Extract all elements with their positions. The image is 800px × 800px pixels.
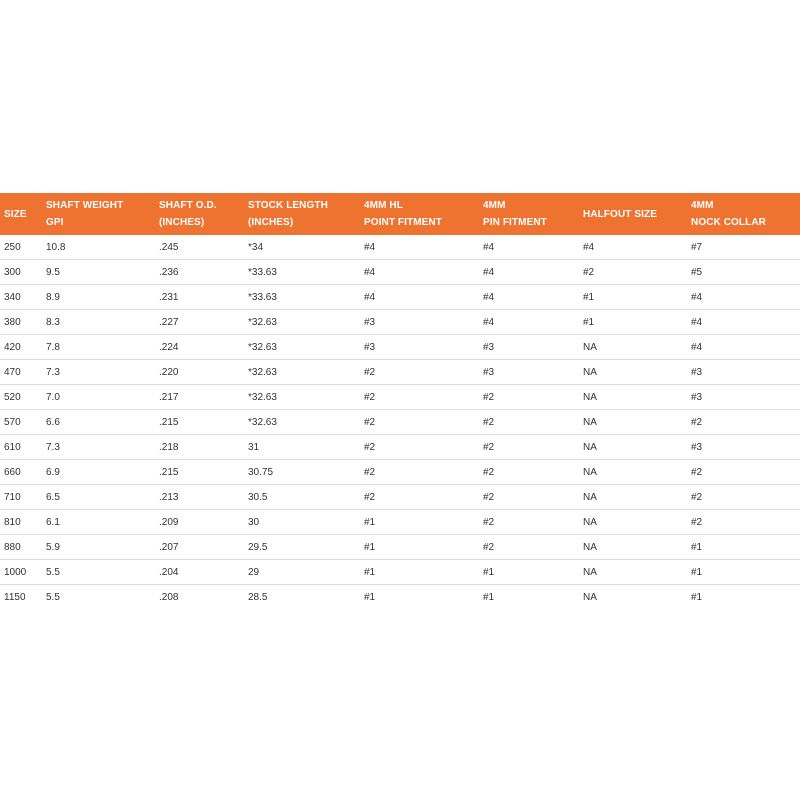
nock-collar-cell: #1 — [691, 591, 703, 603]
halfout-size-cell: #4 — [579, 235, 687, 260]
stock-length-cell: 30 — [244, 510, 360, 535]
shaft-spec-table — [0, 193, 800, 609]
pin-fitment-cell: #4 — [479, 235, 579, 260]
size-cell: 1150 — [4, 591, 26, 603]
shaft-od-cell: .224 — [155, 335, 244, 360]
halfout-size-cell: NA — [579, 435, 687, 460]
table-row — [0, 560, 800, 585]
size-cell: 710 — [0, 485, 42, 510]
size-header — [0, 193, 42, 235]
point-fitment-cell: #4 — [360, 285, 479, 310]
nock-collar-cell: #4 — [687, 335, 800, 360]
pin-fitment-cell: #4 — [479, 310, 579, 335]
nock-collar-cell: #4 — [687, 285, 800, 310]
point-fitment-header — [360, 193, 479, 235]
stock-length-cell: 30.75 — [244, 460, 360, 485]
point-fitment-cell: #3 — [360, 310, 479, 335]
nock-collar-header — [687, 193, 800, 235]
size-cell: 1000 — [0, 560, 42, 585]
stock-length-cell: 29.5 — [244, 535, 360, 560]
size-cell: 300 — [0, 260, 42, 285]
shaft-od-cell: .213 — [155, 485, 244, 510]
pin-fitment-cell: #2 — [479, 485, 579, 510]
nock-collar-cell: #2 — [687, 460, 800, 485]
shaft-od-cell: .204 — [155, 560, 244, 585]
table-row — [0, 335, 800, 360]
shaft-weight-cell: 7.3 — [42, 435, 155, 460]
point-fitment-cell: #4 — [360, 260, 479, 285]
shaft-od-cell: .245 — [155, 235, 244, 260]
point-fitment-cell: #2 — [360, 385, 479, 410]
point-fitment-cell: #2 — [360, 360, 479, 385]
shaft-weight-cell: 7.3 — [42, 360, 155, 385]
stock-length-cell: *32.63 — [244, 335, 360, 360]
halfout-size-cell: NA — [579, 535, 687, 560]
shaft-weight-header — [42, 193, 155, 235]
stock-length-cell: *34 — [244, 235, 360, 260]
nock-collar-cell: #3 — [687, 435, 800, 460]
halfout-size-cell: NA — [583, 591, 597, 603]
header-label: SHAFT WEIGHT — [46, 200, 124, 211]
table-row — [0, 585, 800, 610]
pin-fitment-cell: #2 — [479, 510, 579, 535]
size-cell: 810 — [0, 510, 42, 535]
pin-fitment-cell: #2 — [479, 435, 579, 460]
table-header — [0, 193, 800, 235]
shaft-weight-cell: 8.9 — [42, 285, 155, 310]
shaft-od-cell: .217 — [155, 385, 244, 410]
pin-fitment-header — [479, 193, 579, 235]
header-label: SHAFT O.D. — [159, 200, 217, 211]
point-fitment-cell: #1 — [360, 560, 479, 585]
shaft-od-cell: .215 — [155, 460, 244, 485]
stock-length-cell: *33.63 — [244, 285, 360, 310]
stock-length-cell: *32.63 — [244, 410, 360, 435]
pin-fitment-cell: #4 — [479, 260, 579, 285]
header-label: 4MM — [483, 200, 506, 211]
shaft-od-cell: .209 — [155, 510, 244, 535]
table-body — [0, 235, 800, 609]
nock-collar-cell: #2 — [687, 410, 800, 435]
table-row — [0, 485, 800, 510]
point-fitment-cell: #2 — [360, 435, 479, 460]
nock-collar-cell: #2 — [687, 510, 800, 535]
size-cell: 420 — [0, 335, 42, 360]
table-row — [0, 410, 800, 435]
shaft-weight-cell: 7.0 — [42, 385, 155, 410]
pin-fitment-cell: #2 — [479, 460, 579, 485]
point-fitment-cell: #2 — [360, 485, 479, 510]
halfout-size-cell: NA — [579, 410, 687, 435]
size-cell: 340 — [0, 285, 42, 310]
table-row — [0, 510, 800, 535]
point-fitment-cell: #3 — [360, 335, 479, 360]
header-label: SIZE — [4, 208, 27, 220]
halfout-size-cell: NA — [579, 335, 687, 360]
nock-collar-cell: #2 — [687, 485, 800, 510]
size-cell: 250 — [0, 235, 42, 260]
pin-fitment-cell: #2 — [479, 535, 579, 560]
header-label: 4MM — [691, 200, 714, 211]
header-label: PIN FITMENT — [483, 217, 547, 228]
halfout-size-cell: NA — [579, 385, 687, 410]
halfout-size-cell: #1 — [579, 285, 687, 310]
table-row — [0, 360, 800, 385]
table-row — [0, 385, 800, 410]
halfout-size-cell: #2 — [579, 260, 687, 285]
stock-length-cell: *33.63 — [244, 260, 360, 285]
table-row — [0, 310, 800, 335]
point-fitment-cell: #1 — [364, 591, 376, 603]
pin-fitment-cell: #3 — [479, 335, 579, 360]
pin-fitment-cell: #2 — [479, 385, 579, 410]
nock-collar-cell: #1 — [687, 535, 800, 560]
halfout-size-cell: NA — [579, 560, 687, 585]
shaft-od-header — [155, 193, 244, 235]
shaft-weight-cell: 6.1 — [42, 510, 155, 535]
table-row — [0, 460, 800, 485]
shaft-weight-cell: 9.5 — [42, 260, 155, 285]
point-fitment-cell: #4 — [360, 235, 479, 260]
shaft-od-cell: .208 — [159, 591, 179, 603]
size-cell: 570 — [0, 410, 42, 435]
stock-length-cell: 29 — [244, 560, 360, 585]
shaft-weight-cell: 5.5 — [46, 591, 60, 603]
shaft-weight-cell: 7.8 — [42, 335, 155, 360]
header-label: STOCK LENGTH — [248, 200, 328, 211]
point-fitment-cell: #2 — [360, 460, 479, 485]
header-row — [0, 193, 800, 235]
point-fitment-cell: #1 — [360, 535, 479, 560]
halfout-size-cell: NA — [579, 360, 687, 385]
table-row — [0, 285, 800, 310]
stock-length-cell: *32.63 — [244, 360, 360, 385]
pin-fitment-cell: #4 — [479, 285, 579, 310]
pin-fitment-cell: #1 — [479, 560, 579, 585]
stock-length-cell: 28.5 — [248, 591, 268, 603]
shaft-weight-cell: 5.5 — [42, 560, 155, 585]
shaft-od-cell: .231 — [155, 285, 244, 310]
shaft-od-cell: .207 — [155, 535, 244, 560]
nock-collar-cell: #3 — [687, 360, 800, 385]
nock-collar-cell: #5 — [687, 260, 800, 285]
nock-collar-cell: #1 — [687, 560, 800, 585]
shaft-od-cell: .218 — [155, 435, 244, 460]
table-row — [0, 235, 800, 260]
pin-fitment-cell: #3 — [479, 360, 579, 385]
stock-length-cell: *32.63 — [244, 385, 360, 410]
shaft-weight-cell: 6.9 — [42, 460, 155, 485]
halfout-size-cell: NA — [579, 510, 687, 535]
header-label: (INCHES) — [248, 217, 294, 228]
table-row — [0, 260, 800, 285]
shaft-od-cell: .236 — [155, 260, 244, 285]
shaft-weight-cell: 6.5 — [42, 485, 155, 510]
size-cell: 660 — [0, 460, 42, 485]
nock-collar-cell: #4 — [687, 310, 800, 335]
header-label: NOCK COLLAR — [691, 217, 766, 228]
table-row — [0, 535, 800, 560]
header-label: 4MM HL — [364, 200, 403, 211]
stock-length-header — [244, 193, 360, 235]
header-label: GPI — [46, 217, 64, 228]
stock-length-cell: 30.5 — [244, 485, 360, 510]
halfout-size-cell: #1 — [579, 310, 687, 335]
shaft-weight-cell: 5.9 — [42, 535, 155, 560]
point-fitment-cell: #1 — [360, 510, 479, 535]
shaft-od-cell: .220 — [155, 360, 244, 385]
size-cell: 380 — [0, 310, 42, 335]
shaft-od-cell: .215 — [155, 410, 244, 435]
shaft-od-cell: .227 — [155, 310, 244, 335]
size-cell: 880 — [0, 535, 42, 560]
size-cell: 610 — [0, 435, 42, 460]
halfout-size-cell: NA — [579, 460, 687, 485]
size-cell: 520 — [0, 385, 42, 410]
pin-fitment-cell: #1 — [483, 591, 495, 603]
nock-collar-cell: #7 — [687, 235, 800, 260]
halfout-size-cell: NA — [579, 485, 687, 510]
header-label: HALFOUT SIZE — [583, 208, 657, 220]
stock-length-cell: *32.63 — [244, 310, 360, 335]
stock-length-cell: 31 — [244, 435, 360, 460]
shaft-weight-cell: 8.3 — [42, 310, 155, 335]
header-label: (INCHES) — [159, 217, 205, 228]
shaft-weight-cell: 10.8 — [42, 235, 155, 260]
point-fitment-cell: #2 — [360, 410, 479, 435]
header-label: POINT FITMENT — [364, 217, 442, 228]
table-row — [0, 435, 800, 460]
pin-fitment-cell: #2 — [479, 410, 579, 435]
halfout-size-header — [579, 193, 687, 235]
size-cell: 470 — [0, 360, 42, 385]
shaft-weight-cell: 6.6 — [42, 410, 155, 435]
nock-collar-cell: #3 — [687, 385, 800, 410]
